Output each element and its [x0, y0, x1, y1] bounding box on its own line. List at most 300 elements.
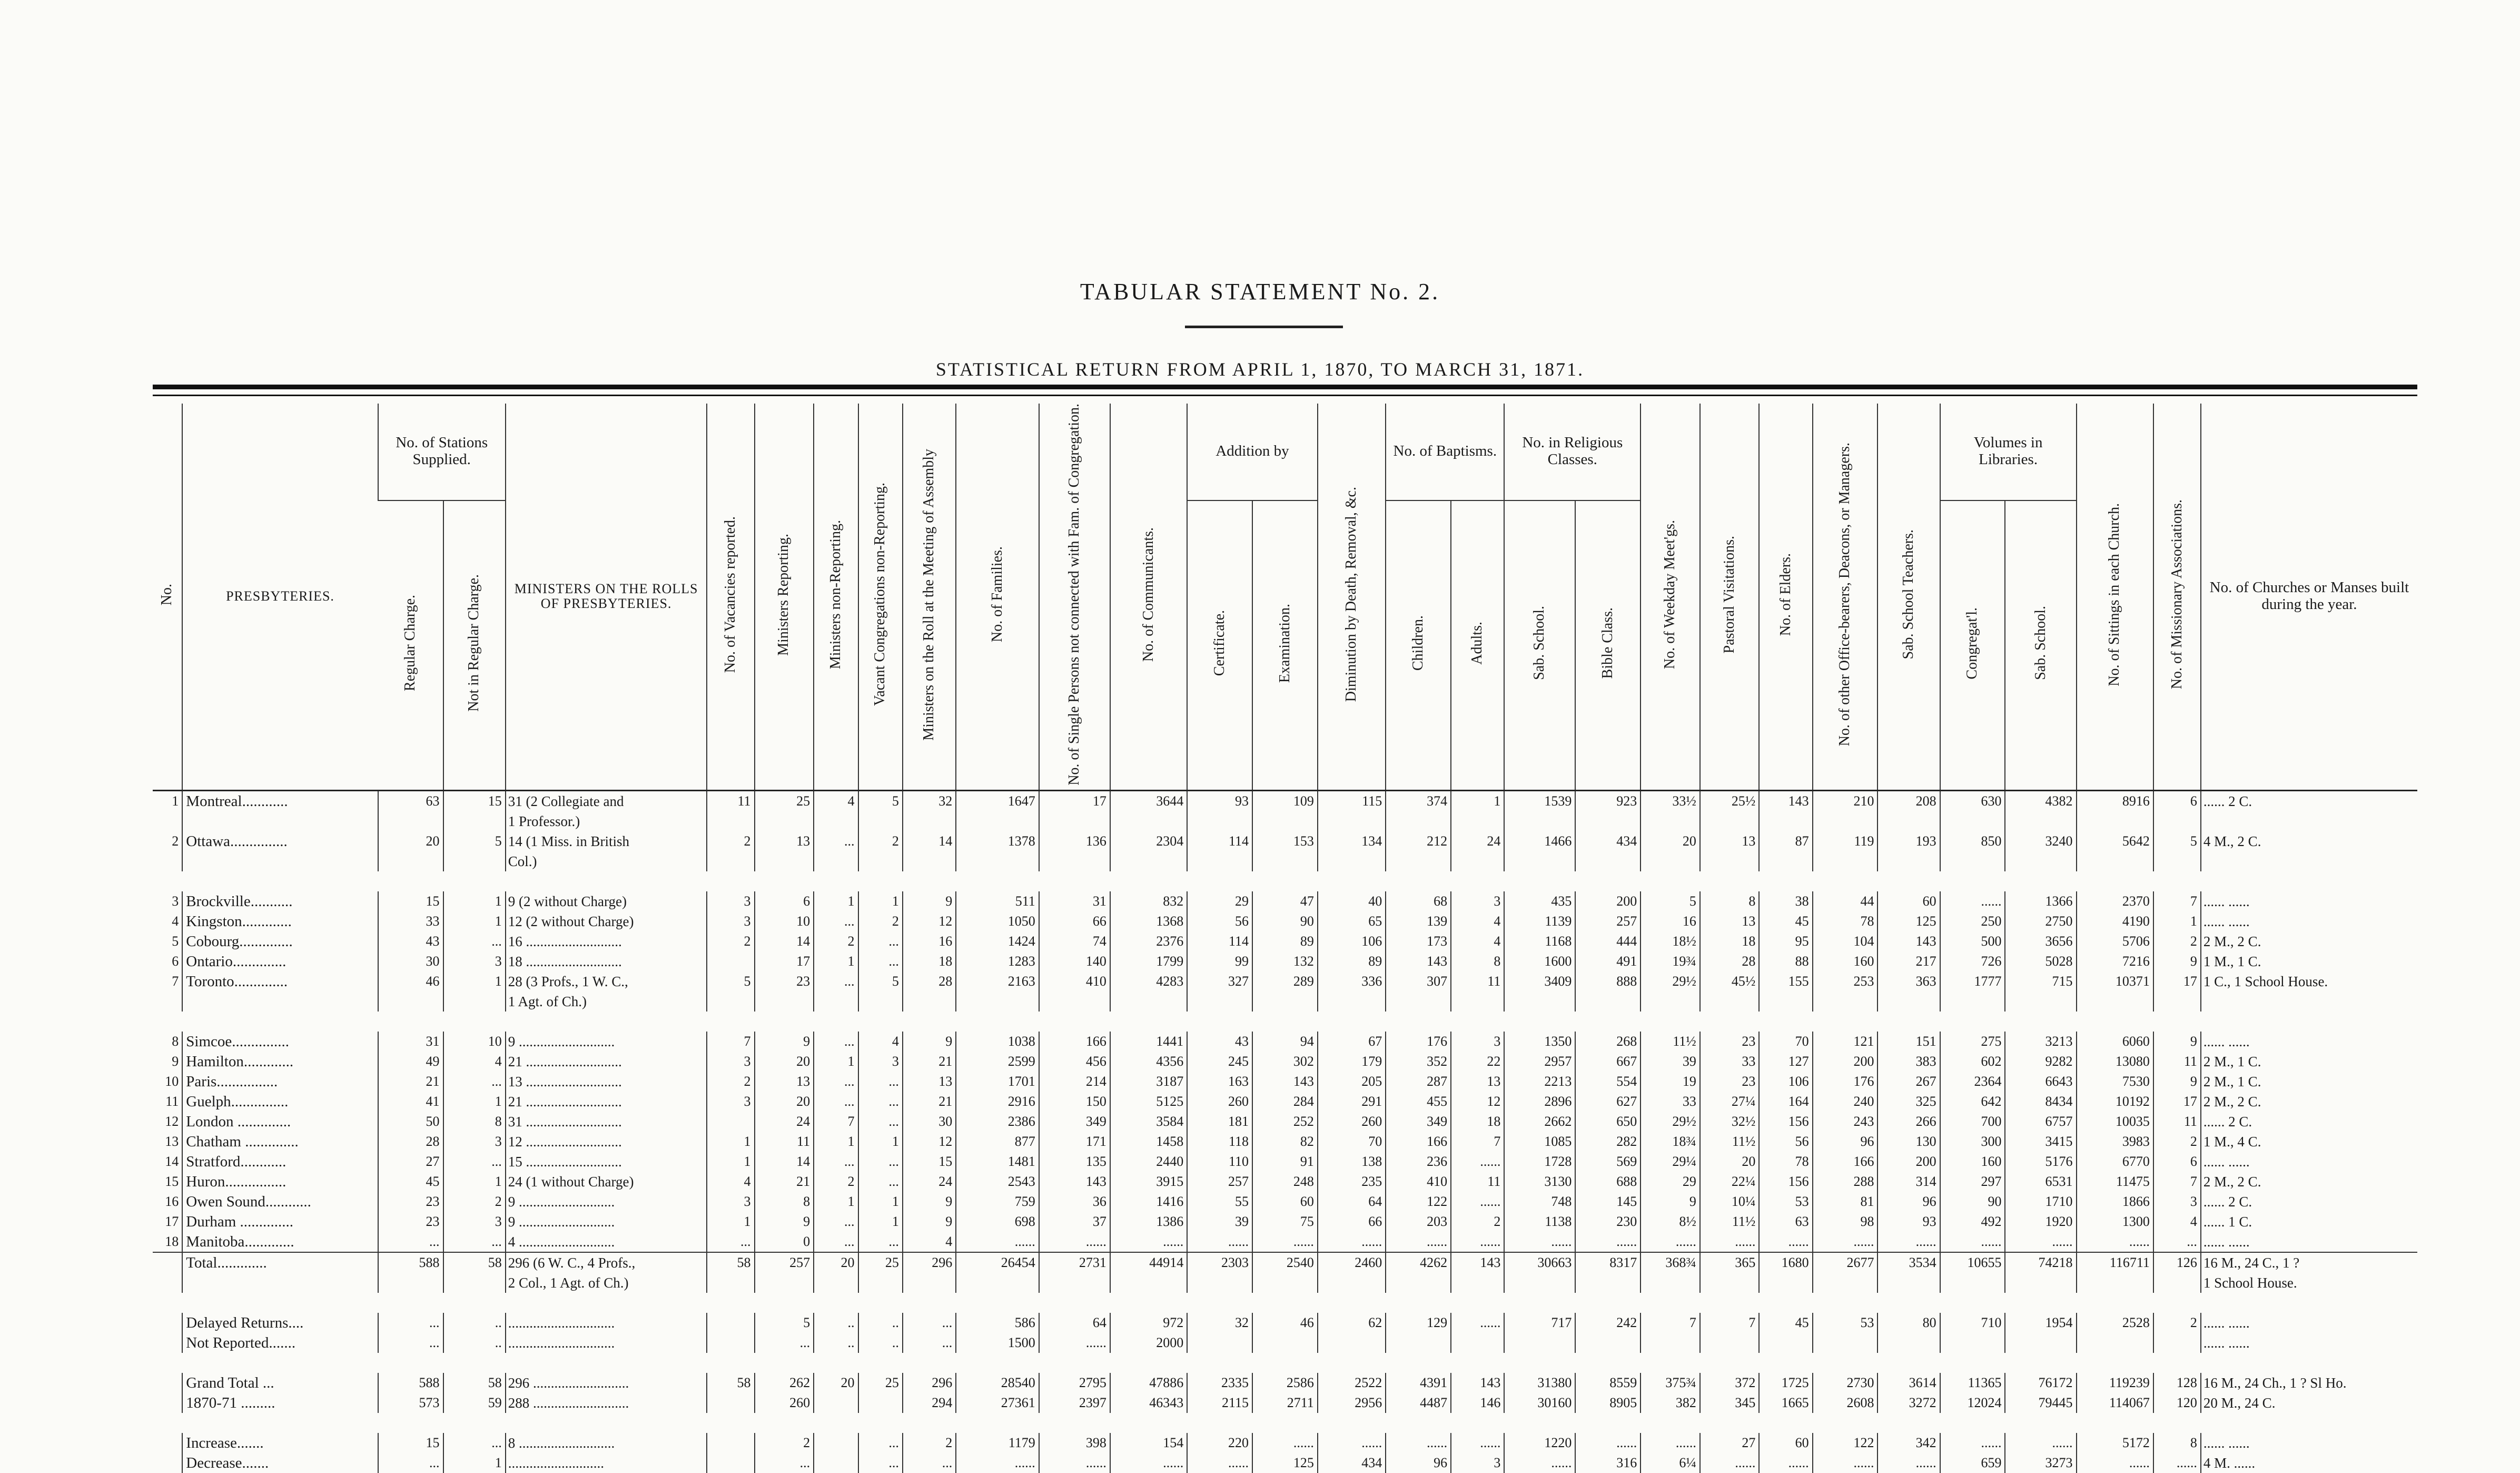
- cell-office: [1813, 1333, 1878, 1353]
- header-single-persons: No. of Single Persons not connected with Fam. of Congregation.: [1039, 404, 1110, 790]
- cell-single: ......: [1039, 1453, 1110, 1473]
- cell-office: 122: [1813, 1433, 1878, 1453]
- cell-comm: 5125: [1110, 1092, 1187, 1112]
- cell-bible: 667: [1575, 1052, 1641, 1072]
- cell-vacnr: 3: [858, 1052, 903, 1072]
- cell-rep: [755, 811, 814, 831]
- cell-fam: 1038: [956, 1032, 1039, 1052]
- cell-church: ...... 2 C.: [2201, 1192, 2417, 1212]
- cell-child: ......: [1386, 1232, 1451, 1252]
- cell-sablib: 3656: [2005, 931, 2076, 951]
- cell-comm: 154: [1110, 1433, 1187, 1453]
- cell-elders: 1680: [1759, 1252, 1812, 1273]
- cell-adult: 11: [1451, 1172, 1504, 1192]
- cell-dim: ......: [1318, 1232, 1386, 1252]
- cell-dim: 106: [1318, 931, 1386, 951]
- cell-nonrep: [814, 811, 858, 831]
- cell-no: 13: [165, 1133, 179, 1149]
- cell-no: [153, 1273, 182, 1293]
- cell-sablib: [2005, 811, 2076, 831]
- cell-notreg: 15: [443, 790, 506, 811]
- cell-vac: 3: [707, 1052, 754, 1072]
- cell-cong: ......: [1940, 891, 2005, 911]
- cell-past: 23: [1700, 1072, 1760, 1092]
- cell-cong: 300: [1940, 1132, 2005, 1152]
- cell-child: ......: [1386, 1433, 1451, 1453]
- cell-miss: 7: [2153, 891, 2201, 911]
- cell-no: 10: [165, 1073, 179, 1089]
- cell-adult: 2: [1451, 1212, 1504, 1232]
- header-stations-group: No. of Stations Supplied.: [378, 404, 506, 500]
- cell-exam: 289: [1252, 971, 1318, 991]
- table-summary: [153, 1252, 2417, 1473]
- header-sittings: No. of Sittings in each Church.: [2077, 404, 2153, 790]
- cell-church: 2 M., 2 C.: [2201, 931, 2417, 951]
- cell-ss: ......: [1504, 1453, 1575, 1473]
- cell-notreg: ..: [443, 1313, 506, 1333]
- cell-week: [1641, 1273, 1700, 1293]
- cell-vac: 1: [707, 1132, 754, 1152]
- cell-rep: 14: [755, 931, 814, 951]
- cell-exam: 60: [1252, 1192, 1318, 1212]
- cell-elders: 156: [1759, 1172, 1812, 1192]
- cell-church: [2201, 851, 2417, 871]
- cell-miss: [2153, 851, 2201, 871]
- cell-week: 368¾: [1641, 1252, 1700, 1273]
- cell-past: ......: [1700, 1232, 1760, 1252]
- cell-reg: 15: [378, 1433, 443, 1453]
- cell-dim: 62: [1318, 1313, 1386, 1333]
- cell-vac: 2: [707, 831, 754, 851]
- cell-vac: 4: [707, 1172, 754, 1192]
- header-baptisms-group: No. of Baptisms.: [1386, 404, 1504, 500]
- presbytery-row: [153, 891, 2417, 911]
- cell-dim: 2522: [1318, 1373, 1386, 1393]
- cell-fam: 1424: [956, 931, 1039, 951]
- cell-rep: 6: [755, 891, 814, 911]
- cell-elders: 38: [1759, 891, 1812, 911]
- cell-cert: 32: [1187, 1313, 1252, 1333]
- cell-fam: [956, 811, 1039, 831]
- cell-church: 2 M., 1 C.: [2201, 1072, 2417, 1092]
- cell-elders: 78: [1759, 1152, 1812, 1172]
- cell-dim: [1318, 851, 1386, 871]
- cell-ministers: 9 ...........................: [506, 1192, 707, 1212]
- cell-notreg: ...: [443, 1072, 506, 1092]
- cell-no: 3: [172, 893, 179, 909]
- cell-nonrep: ...: [814, 1072, 858, 1092]
- cell-ss: 1350: [1504, 1032, 1575, 1052]
- cell-ministers: 31 ...........................: [506, 1112, 707, 1132]
- cell-ministers: ..............................: [506, 1313, 707, 1333]
- cell-sablib: 6531: [2005, 1172, 2076, 1192]
- cell-reg: 30: [378, 951, 443, 971]
- cell-sablib: [2005, 1333, 2076, 1353]
- presbytery-row: [153, 811, 2417, 831]
- cell-adult: 4: [1451, 911, 1504, 931]
- cell-exam: 94: [1252, 1032, 1318, 1052]
- cell-ss: 2213: [1504, 1072, 1575, 1092]
- cell-past: 7: [1700, 1313, 1760, 1333]
- cell-no: [153, 1373, 182, 1393]
- cell-ministers: 13 ...........................: [506, 1072, 707, 1092]
- cell-cert: ......: [1187, 1453, 1252, 1473]
- cell-notreg: 58: [443, 1252, 506, 1273]
- cell-church: ...... ......: [2201, 1232, 2417, 1252]
- cell-ministers: 288 ...........................: [506, 1393, 707, 1413]
- cell-past: 8: [1700, 891, 1760, 911]
- cell-comm: [1110, 991, 1187, 1012]
- cell-office: 253: [1813, 971, 1878, 991]
- cell-nonrep: 2: [814, 1172, 858, 1192]
- cell-vacnr: 25: [858, 1373, 903, 1393]
- cell-sablib: 3240: [2005, 831, 2076, 851]
- cell-sit: 13080: [2077, 1052, 2153, 1072]
- cell-past: 27¼: [1700, 1092, 1760, 1112]
- cell-past: 11½: [1700, 1132, 1760, 1152]
- cell-vacnr: ...: [858, 1232, 903, 1252]
- cell-adult: 143: [1451, 1373, 1504, 1393]
- cell-past: [1700, 1333, 1760, 1353]
- cell-cong: 12024: [1940, 1393, 2005, 1413]
- cell-cong: 275: [1940, 1032, 2005, 1052]
- cell-teach: 200: [1877, 1152, 1940, 1172]
- cell-cert: 110: [1187, 1152, 1252, 1172]
- cell-child: [1386, 1273, 1451, 1293]
- cell-child: 203: [1386, 1212, 1451, 1232]
- cell-church: 4 M., 2 C.: [2201, 831, 2417, 851]
- cell-cert: 29: [1187, 891, 1252, 911]
- cell-bible: 888: [1575, 971, 1641, 991]
- cell-roll: 12: [903, 1132, 956, 1152]
- cell-elders: [1759, 1273, 1812, 1293]
- cell-bible: 554: [1575, 1072, 1641, 1092]
- cell-single: 143: [1039, 1172, 1110, 1192]
- cell-child: 143: [1386, 951, 1451, 971]
- cell-reg: 28: [378, 1132, 443, 1152]
- cell-nonrep: 1: [814, 951, 858, 971]
- cell-comm: 3644: [1110, 790, 1187, 811]
- cell-comm: 1368: [1110, 911, 1187, 931]
- cell-teach: [1877, 1273, 1940, 1293]
- cell-ss: [1504, 851, 1575, 871]
- cell-miss: 9: [2153, 1072, 2201, 1092]
- presbytery-row: [153, 911, 2417, 931]
- cell-no: 17: [165, 1213, 179, 1229]
- cell-church: 16 M., 24 C., 1 ?: [2201, 1252, 2417, 1273]
- presbytery-row: [153, 1112, 2417, 1132]
- header-vacant-congregations: Vacant Congregations non-Reporting.: [858, 404, 903, 790]
- cell-teach: 208: [1877, 790, 1940, 811]
- cell-ss: 1728: [1504, 1152, 1575, 1172]
- cell-ministers: 21 ...........................: [506, 1052, 707, 1072]
- cell-notreg: 10: [443, 1032, 506, 1052]
- cell-bible: 923: [1575, 790, 1641, 811]
- header-elders: No. of Elders.: [1759, 404, 1812, 790]
- cell-sit: 6770: [2077, 1152, 2153, 1172]
- cell-church: 4 M. ......: [2201, 1453, 2417, 1473]
- cell-sit: [2077, 1333, 2153, 1353]
- cell-cong: [1940, 1273, 2005, 1293]
- cell-name: Montreal............: [182, 790, 378, 811]
- cell-single: 17: [1039, 790, 1110, 811]
- cell-miss: 8: [2153, 1433, 2201, 1453]
- cell-child: [1386, 851, 1451, 871]
- cell-cong: 642: [1940, 1092, 2005, 1112]
- cell-ss: 30663: [1504, 1252, 1575, 1273]
- cell-cert: 220: [1187, 1433, 1252, 1453]
- cell-teach: [1877, 1333, 1940, 1353]
- cell-dim: 179: [1318, 1052, 1386, 1072]
- cell-sablib: 1366: [2005, 891, 2076, 911]
- cell-nonrep: [814, 991, 858, 1012]
- cell-single: 150: [1039, 1092, 1110, 1112]
- cell-reg: 20: [378, 831, 443, 851]
- cell-teach: 130: [1877, 1132, 1940, 1152]
- cell-vac: [707, 1433, 754, 1453]
- presbytery-row: [153, 1192, 2417, 1212]
- cell-reg: ...: [378, 1313, 443, 1333]
- cell-ss: 1600: [1504, 951, 1575, 971]
- cell-sablib: 715: [2005, 971, 2076, 991]
- cell-exam: [1252, 991, 1318, 1012]
- cell-vacnr: 4: [858, 1032, 903, 1052]
- header-sab-school-teachers: Sab. School Teachers.: [1877, 404, 1940, 790]
- cell-roll: 15: [903, 1152, 956, 1172]
- cell-comm: 3915: [1110, 1172, 1187, 1192]
- cell-elders: 155: [1759, 971, 1812, 991]
- cell-cert: 2115: [1187, 1393, 1252, 1413]
- cell-church: ...... 1 C.: [2201, 1212, 2417, 1232]
- cell-name: Hamilton.............: [182, 1052, 378, 1072]
- header-adults: Adults.: [1451, 500, 1504, 790]
- cell-child: 4487: [1386, 1393, 1451, 1413]
- cell-comm: [1110, 851, 1187, 871]
- cell-comm: [1110, 1273, 1187, 1293]
- cell-miss: 6: [2153, 1152, 2201, 1172]
- cell-roll: 296: [903, 1252, 956, 1273]
- cell-name: [182, 811, 378, 831]
- header-office-bearers: No. of other Office-bearers, Deacons, or Managers.: [1813, 404, 1878, 790]
- cell-office: 2677: [1813, 1252, 1878, 1273]
- presbytery-row: [153, 991, 2417, 1012]
- cell-vacnr: 1: [858, 1192, 903, 1212]
- cell-roll: 4: [903, 1232, 956, 1252]
- cell-adult: 12: [1451, 1092, 1504, 1112]
- cell-dim: 89: [1318, 951, 1386, 971]
- cell-vac: 7: [707, 1032, 754, 1052]
- cell-nonrep: 20: [814, 1373, 858, 1393]
- cell-name: Decrease.......: [182, 1453, 378, 1473]
- cell-week: 29½: [1641, 971, 1700, 991]
- header-bible-class: Bible Class.: [1575, 500, 1641, 790]
- cell-name: Kingston.............: [182, 911, 378, 931]
- cell-notreg: 1: [443, 1172, 506, 1192]
- top-rule-thin: [153, 395, 2417, 396]
- cell-ministers: 16 ...........................: [506, 931, 707, 951]
- cell-vacnr: ...: [858, 1092, 903, 1112]
- cell-teach: ......: [1877, 1453, 1940, 1473]
- summary-row: [153, 1333, 2417, 1353]
- cell-comm: 1458: [1110, 1132, 1187, 1152]
- cell-miss: ...: [2153, 1232, 2201, 1252]
- cell-name: [182, 1273, 378, 1293]
- cell-past: 32½: [1700, 1112, 1760, 1132]
- cell-week: 16: [1641, 911, 1700, 931]
- cell-sablib: 3415: [2005, 1132, 2076, 1152]
- cell-week: 29¼: [1641, 1152, 1700, 1172]
- cell-fam: 27361: [956, 1393, 1039, 1413]
- cell-roll: 32: [903, 790, 956, 811]
- cell-nonrep: [814, 1273, 858, 1293]
- cell-rep: 11: [755, 1132, 814, 1152]
- row-spacer: [153, 871, 2417, 891]
- cell-vacnr: [858, 1393, 903, 1413]
- cell-rep: 14: [755, 1152, 814, 1172]
- cell-no: 18: [165, 1233, 179, 1249]
- cell-fam: [956, 851, 1039, 871]
- header-sab-school-library: Sab. School.: [2005, 500, 2076, 790]
- cell-church: ...... 2 C.: [2201, 790, 2417, 811]
- cell-reg: 49: [378, 1052, 443, 1072]
- cell-elders: 45: [1759, 1313, 1812, 1333]
- cell-miss: 6: [2153, 790, 2201, 811]
- cell-office: [1813, 811, 1878, 831]
- cell-ss: [1504, 811, 1575, 831]
- cell-cong: 710: [1940, 1313, 2005, 1333]
- cell-past: [1700, 1273, 1760, 1293]
- cell-single: 2795: [1039, 1373, 1110, 1393]
- cell-ss: 1085: [1504, 1132, 1575, 1152]
- cell-fam: 2386: [956, 1112, 1039, 1132]
- cell-ss: ......: [1504, 1232, 1575, 1252]
- cell-notreg: 59: [443, 1393, 506, 1413]
- cell-vacnr: ..: [858, 1333, 903, 1353]
- summary-row: [153, 1393, 2417, 1413]
- cell-name: Increase.......: [182, 1433, 378, 1453]
- cell-adult: ......: [1451, 1433, 1504, 1453]
- presbytery-row: [153, 1092, 2417, 1112]
- cell-roll: 13: [903, 1072, 956, 1092]
- cell-roll: [903, 811, 956, 831]
- cell-week: ......: [1641, 1232, 1700, 1252]
- cell-roll: 14: [903, 831, 956, 851]
- header-ministers-roll-assembly: Ministers on the Roll at the Meeting of Assembly: [903, 404, 956, 790]
- cell-dim: [1318, 811, 1386, 831]
- cell-name: Manitoba.............: [182, 1232, 378, 1252]
- header-ministers-reporting: Ministers Reporting.: [755, 404, 814, 790]
- cell-church: ...... ......: [2201, 891, 2417, 911]
- cell-exam: 46: [1252, 1313, 1318, 1333]
- cell-rep: 2: [755, 1433, 814, 1453]
- cell-adult: [1451, 1273, 1504, 1293]
- cell-dim: 260: [1318, 1112, 1386, 1132]
- cell-reg: 21: [378, 1072, 443, 1092]
- summary-row: [153, 1273, 2417, 1293]
- cell-sit: 119239: [2077, 1373, 2153, 1393]
- cell-sit: 10192: [2077, 1092, 2153, 1112]
- cell-sit: [2077, 851, 2153, 871]
- cell-bible: 316: [1575, 1453, 1641, 1473]
- cell-reg: 573: [378, 1393, 443, 1413]
- cell-nonrep: 20: [814, 1252, 858, 1273]
- cell-bible: 230: [1575, 1212, 1641, 1232]
- cell-cert: 93: [1187, 790, 1252, 811]
- cell-fam: 1647: [956, 790, 1039, 811]
- presbytery-row: [153, 1152, 2417, 1172]
- cell-office: 240: [1813, 1092, 1878, 1112]
- cell-nonrep: ..: [814, 1313, 858, 1333]
- cell-rep: 20: [755, 1052, 814, 1072]
- cell-notreg: 4: [443, 1052, 506, 1072]
- cell-reg: 50: [378, 1112, 443, 1132]
- cell-sablib: ......: [2005, 1232, 2076, 1252]
- cell-rep: [755, 1273, 814, 1293]
- cell-sit: 10371: [2077, 971, 2153, 991]
- cell-ss: 2896: [1504, 1092, 1575, 1112]
- cell-fam: 2916: [956, 1092, 1039, 1112]
- cell-church: 16 M., 24 Ch., 1 ? Sl Ho.: [2201, 1373, 2417, 1393]
- presbytery-row: [153, 1072, 2417, 1092]
- cell-week: 19¾: [1641, 951, 1700, 971]
- cell-sablib: 6757: [2005, 1112, 2076, 1132]
- cell-no: 7: [172, 973, 179, 989]
- cell-nonrep: ..: [814, 1333, 858, 1353]
- cell-adult: 18: [1451, 1112, 1504, 1132]
- cell-comm: 1416: [1110, 1192, 1187, 1212]
- summary-row: [153, 1373, 2417, 1393]
- cell-no: [153, 1453, 182, 1473]
- cell-week: 18¾: [1641, 1132, 1700, 1152]
- cell-no: [153, 851, 182, 871]
- cell-child: 4262: [1386, 1252, 1451, 1273]
- cell-comm: 1386: [1110, 1212, 1187, 1232]
- cell-bible: 257: [1575, 911, 1641, 931]
- cell-past: 45½: [1700, 971, 1760, 991]
- header-diminution: Diminution by Death, Removal, &c.: [1318, 404, 1386, 790]
- cell-fam: 2543: [956, 1172, 1039, 1192]
- cell-sit: [2077, 991, 2153, 1012]
- cell-dim: 67: [1318, 1032, 1386, 1052]
- cell-miss: 4: [2153, 1212, 2201, 1232]
- cell-rep: 20: [755, 1092, 814, 1112]
- cell-cong: ......: [1940, 1232, 2005, 1252]
- cell-nonrep: [814, 1453, 858, 1473]
- cell-single: 74: [1039, 931, 1110, 951]
- cell-fam: 28540: [956, 1373, 1039, 1393]
- cell-bible: 282: [1575, 1132, 1641, 1152]
- cell-rep: [755, 851, 814, 871]
- page-title: TABULAR STATEMENT No. 2.: [1080, 279, 1440, 305]
- cell-fam: 1500: [956, 1333, 1039, 1353]
- cell-past: ......: [1700, 1453, 1760, 1473]
- cell-roll: 296: [903, 1373, 956, 1393]
- cell-ministers: 2 Col., 1 Agt. of Ch.): [506, 1273, 707, 1293]
- cell-cong: 297: [1940, 1172, 2005, 1192]
- cell-vacnr: 1: [858, 891, 903, 911]
- cell-roll: [903, 991, 956, 1012]
- cell-past: [1700, 851, 1760, 871]
- cell-sablib: 3273: [2005, 1453, 2076, 1473]
- cell-comm: 2376: [1110, 931, 1187, 951]
- cell-sablib: [2005, 1273, 2076, 1293]
- cell-dim: [1318, 991, 1386, 1012]
- cell-adult: 24: [1451, 831, 1504, 851]
- cell-vacnr: ...: [858, 1453, 903, 1473]
- cell-vac: [707, 951, 754, 971]
- cell-ministers: 12 ...........................: [506, 1132, 707, 1152]
- cell-adult: [1451, 991, 1504, 1012]
